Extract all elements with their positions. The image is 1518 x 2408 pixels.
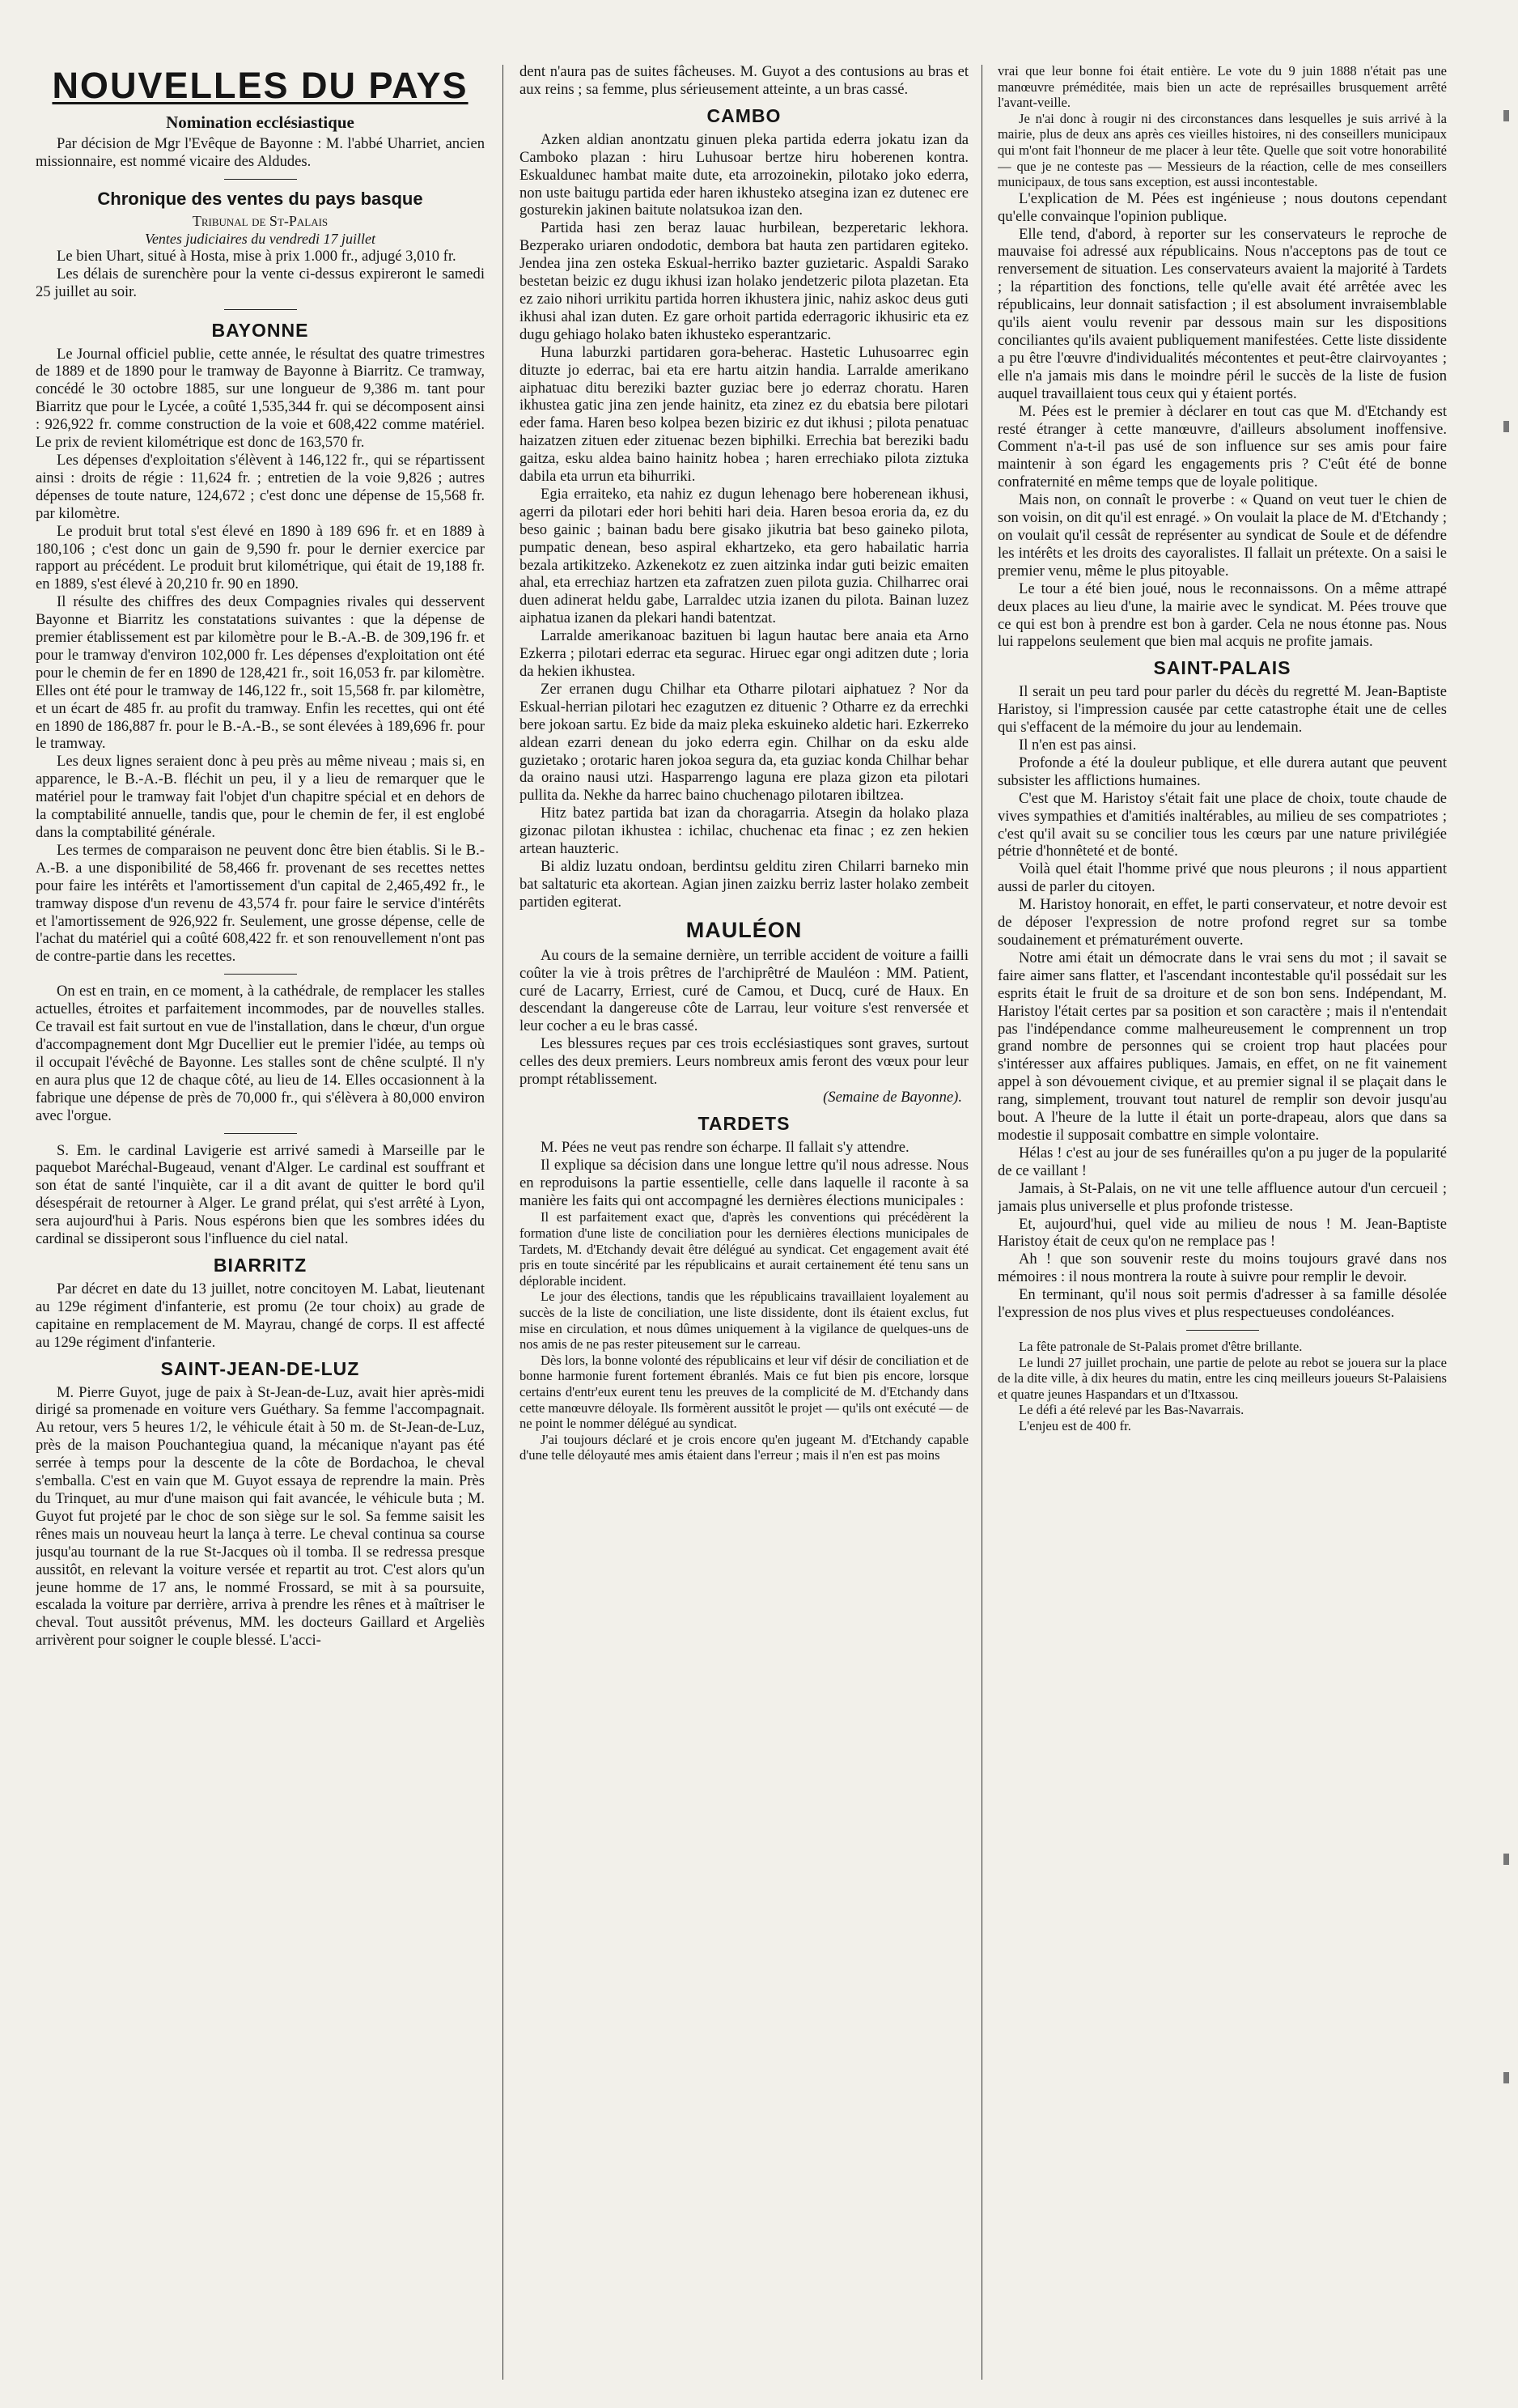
- margin-mark: [1503, 1854, 1509, 1865]
- article-paragraph: Le lundi 27 juillet prochain, une partie de pelote au rebot se jouera sur la place de la dite ville, à dix heures du matin, entre les cinq meilleurs joueurs St-Palaisiens et quatre jeunes Haspandars et un d'Itxassou.: [998, 1354, 1447, 1402]
- divider: [1186, 1330, 1259, 1331]
- heading-biarritz: BIARRITZ: [213, 1254, 307, 1276]
- article-paragraph: Il résulte des chiffres des deux Compagnies rivales qui desservent Bayonne et Biarritz les constatations suivantes : que la dépense de premier établissement est par kilomètre pour le B.-A.-B. de 309,196 fr. et pour le tramway d'environ 102,000 fr. Les dépenses d'exploitation ont été pour le chemin de fer en 1890 de 128,421 fr., soit 16,053 fr. par kilomètre. Elles ont été pour le tramway de 146,122 fr., soit 15,568 fr. par kilomètre, et un écart de 485 fr. au profit du tramway. Enfin les recettes, qui ont été en 1890 de 186,887 fr. pour le B.-A.-B., se sont élevées à 189,696 fr. pour le tramway.: [36, 593, 485, 753]
- article-paragraph: Partida hasi zen beraz lauac hurbilean, bezperetaric lekhora. Bezperako uriaren ondodotic, dembora bat hauta zen partidaren egiteko. Jendea jina zen osteka Eskual-herriko bazter guzietaric. Aspaldi Sarako bestetan beizic ez dugu ikhusi izan holako jendetzeric pilota plazetan. Eta ez zaio nihori urrikitu partida horren ikhustera jinic, nahiz askoc deus guti ikhusi ahal izan duten. Ez gare orhoit partida ederragoric ikhusiric eta ez dugu gehiago holako baten ikhusteko esperantzaric.: [519, 219, 969, 343]
- article-paragraph: Bi aldiz luzatu ondoan, berdintsu gelditu ziren Chilarri barneko min bat saltaturic eta akortean. Agian jinen zaizku berriz laster holako zembeit partiden egiterat.: [519, 857, 969, 911]
- column-1: [36, 63, 485, 2394]
- article-paragraph: Le bien Uhart, situé à Hosta, mise à prix 1.000 fr., adjugé 3,010 fr.: [57, 247, 456, 265]
- article-paragraph: On est en train, en ce moment, à la cathédrale, de remplacer les stalles actuelles, étroites et parfaitement incommodes, par de nouvelles stalles. Ce travail est fait surtout en vue de l'installation, dans le chœur, d'un orgue d'accompagnement dont Mgr Ducellier eut le premier l'idée, au temps où il occupait l'évêché de Bayonne. Les stalles sont de chêne sculpté. Il n'y en aura plus que 12 de chaque côté, au lieu de 14. Elles occasionnent à la fabrique une dépense de près de 70,000 fr., qui s'élèvera à 80,000 environ avec l'orgue.: [36, 983, 485, 1124]
- heading-mauleon: MAULÉON: [685, 917, 803, 942]
- article-paragraph: L'enjeu est de 400 fr.: [1019, 1417, 1131, 1433]
- article-paragraph: Ah ! que son souvenir reste du moins toujours gravé dans nos mémoires : il nous montrera la route à suivre pour remplir le devoir.: [998, 1251, 1447, 1286]
- article-paragraph: M. Pierre Guyot, juge de paix à St-Jean-de-Luz, avait hier après-midi dirigé sa promenade en voiture vers Guéthary. Sa femme l'accompagnait. Au retour, vers 5 heures 1/2, le véhicule était à 50 m. de St-Jean-de-Luz, près de la maison Pouchantegiua quand, la mécanique n'ayant pas été serrée à temps pour la descente de la côte de Bordachoa, le cheval s'emballa. C'est en vain que M. Guyot essaya de reprendre la main. Près du Trinquet, au mur d'une maison qui fait avancée, le véhicule buta ; M. Guyot fut projeté par le choc de son siège sur le sol. Sa femme saisit les rênes mais un nouveau heurt la lança à terre. Le cheval continua sa course jusqu'au tournant de la rue St-Jacques où il tomba. Il se redressa presque aussitôt, en relevant la voiture versée et repartit au trot. C'est alors qu'un jeune homme de 17 ans, le nommé Frossard, se mit à sa poursuite, escalada la voiture par derrière, arriva à prendre les rênes et à maîtriser le cheval. Tout aussitôt prévenus, MM. les docteurs Gaillard et Argeliès arrivèrent pour soigner le couple blessé. L'acci-: [36, 1383, 485, 1650]
- article-paragraph: Profonde a été la douleur publique, et elle durera autant que peuvent subsister les afflictions humaines.: [998, 754, 1447, 789]
- heading-tardets: TARDETS: [698, 1112, 791, 1134]
- article-paragraph: Le produit brut total s'est élevé en 1890 à 189 696 fr. et en 1889 à 180,106 ; c'est donc un gain de 9,590 fr. pour le dernier exercice par rapport au précédent. Le produit brut kilométrique, qui était de 19,188 fr. en 1889, s'est élevé à 20,210 fr. 90 en 1890.: [36, 522, 485, 593]
- article-paragraph: Au cours de la semaine dernière, un terrible accident de voiture a failli coûter la vie à trois prêtres de l'archiprêtré de Mauléon : MM. Patient, curé de Lacarry, Erriest, curé de Camou, et Ducq, curé de Haux. En descendant la dangereuse côte de Larrau, leur voiture s'est renversée et leur cocher a eu le bras cassé.: [519, 946, 969, 1035]
- heading-saint-jean-de-luz: SAINT-JEAN-DE-LUZ: [160, 1357, 360, 1379]
- article-paragraph: Les délais de surenchère pour la vente ci-dessus expireront le samedi 25 juillet au soir.: [36, 265, 485, 300]
- article-paragraph: M. Pées ne veut pas rendre son écharpe. Il fallait s'y attendre.: [541, 1138, 910, 1156]
- quoted-paragraph: J'ai toujours déclaré et je crois encore qu'en jugeant M. d'Etchandy capable d'une telle déloyauté mes amis étaient dans l'erreur ; mais il n'en est pas moins: [519, 1431, 969, 1463]
- tribunal-label: Tribunal de St-Palais: [192, 212, 329, 229]
- quoted-paragraph: Dès lors, la bonne volonté des républicains et leur vif désir de conciliation et de bonne harmonie furent fortement ébranlés. Mais ce fut bien pis encore, lorsque certains d'entr'eux eurent tenu les preuves de la complicité de M. d'Etchandy dans cette manœuvre déloyale. Ils formèrent aussitôt le projet — qu'ils ont exécuté — de ne point le nommer délégué au syndicat.: [519, 1352, 969, 1432]
- article-paragraph: M. Pées est le premier à déclarer en tout cas que M. d'Etchandy est resté étranger à cette manœuvre, d'ailleurs absolument inoffensive. Comment n'a-t-il pas usé de son influence sur ses amis pour faire maintenir à son égard les engagements pris ? C'eût été de bonne confraternité en même temps que de loyale politique.: [998, 402, 1447, 491]
- heading-bayonne: BAYONNE: [211, 319, 309, 341]
- article-paragraph: La fête patronale de St-Palais promet d'être brillante.: [1019, 1338, 1303, 1354]
- article-paragraph: Huna laburzki partidaren gora-beherac. Hastetic Luhusoarrec egin dituzte jo ederrac, bai eta ere hartu aitzin handia. Larralde amerikano aiphatuac ditu bereziki bazter guziac bere jo ederraz choratu. Haren ikhustea gatic jina zen jende hainitz, eta zinez ez du ebatsia bere pilotari eder fama. Haren beso kolpea bezen biziric ez dut ikhusi ; pilota penatuac haizatzen zituen eder zituenac bezen biphilki. Errechia bat bereziki badu gaitza, esku aldea baino hainitz hobea ; haren errechiako pilota ziztuka dabila eta urrun eta bihurriki.: [519, 343, 969, 486]
- column-2: [519, 63, 969, 2394]
- quoted-paragraph: Je n'ai donc à rougir ni des circonstances dans lesquelles je suis arrivé à la mairie, plus de deux ans après ces vieilles histoires, ni des conseillers municipaux qui m'ont fait l'honneur de me placer à leur tête. Quelle que soit votre honorabilité — que je ne conteste pas — Messieurs de la réaction, celle de mes conseillers municipaux, de tous sans exception, est aussi incontestable.: [998, 110, 1447, 190]
- article-paragraph: Et, aujourd'hui, quel vide au milieu de nous ! M. Jean-Baptiste Haristoy était de ceux qu'on ne remplace pas !: [998, 1215, 1447, 1251]
- article-paragraph: Les dépenses d'exploitation s'élèvent à 146,122 fr., qui se répartissent ainsi : droits de régie : 11,624 fr. ; entretien de la voie 9,826 ; autres dépenses de toute nature, 124,672 ; c'est donc une dépense de 15,568 fr. par kilomètre.: [36, 451, 485, 522]
- article-paragraph: Hélas ! c'est au jour de ses funérailles qu'on a pu juger de la popularité de ce vaillant !: [998, 1144, 1447, 1179]
- heading-chronique: Chronique des ventes du pays basque: [97, 188, 423, 209]
- heading-saint-palais: SAINT-PALAIS: [1153, 657, 1291, 679]
- article-paragraph: En terminant, qu'il nous soit permis d'adresser à sa famille désolée l'expression de nos plus vives et plus respectueuses condoléances.: [998, 1286, 1447, 1322]
- article-paragraph: Le tour a été bien joué, nous le reconnaissons. On a même attrapé deux places au lieu d'une, la mairie avec le syndicat. M. Pées trouve que ce qui est bon à prendre est bon à garder. Cela ne nous étonne pas. Nous lui rappelons seulement que bien mal acquis ne profite jamais.: [998, 580, 1447, 651]
- margin-mark: [1503, 110, 1509, 121]
- article-paragraph: Par décret en date du 13 juillet, notre concitoyen M. Labat, lieutenant au 129e régiment d'infanterie, est promu (2e tour choix) au grade de capitaine en remplacement de M. Mayrau, changé de corps. Il est affecté au 129e régiment d'infanterie.: [36, 1280, 485, 1351]
- article-paragraph: Egia erraiteko, eta nahiz ez dugun lehenago bere hoberenean ikhusi, agerri da pilotari eder hori behiti hari deia. Haren besoa eroria da, ez du beso gainic ; bainan badu bere gisako jikutria bat beso gaineko pilota, pumpatic denean, beso aspiral ekhartzeko, eta gero habailatic harria bezala artikitzeko. Azkenekotz ez zuen aitzinka indar guti beizic emaiten ahal, eta errechiaz hartzen eta zafratzen zuen pilota guzia. Chilharrec orai duen adinerat heldu gabe, Larraldec utzia izanen du pilota. Bainan luzez aiphatua izanen da plekari handi batentzat.: [519, 485, 969, 627]
- article-paragraph: L'explication de M. Pées est ingénieuse ; nous doutons cependant qu'elle convainque l'opinion publique.: [998, 189, 1447, 225]
- divider: [224, 309, 297, 310]
- divider: [224, 974, 297, 975]
- article-paragraph: Azken aldian anontzatu ginuen pleka partida ederra jokatu izan da Camboko plazan : hiru Luhusoar bertze hiru hoberenen kontra. Eskualdunec hambat maite dute, eta arrozoinekin, pilotako joko ederra, non uste baitugu partida eder haren ikhusteko atsegina izan ez dutenec ere gosturekin jakinen baitute nolatsukoa izan den.: [519, 130, 969, 219]
- heading-nomination: Nomination ecclésiastique: [166, 113, 354, 132]
- masthead-title: NOUVELLES DU PAYS: [52, 65, 469, 106]
- quoted-paragraph: vrai que leur bonne foi était entière. Le vote du 9 juin 1888 n'était pas une manœuvre préméditée, mais bien un acte de représailles brusquement arrêté l'avant-veille.: [998, 63, 1447, 111]
- article-paragraph: Les termes de comparaison ne peuvent donc être bien établis. Si le B.-A.-B. a une disponibilité de 58,466 fr. provenant de ses recettes nettes pour faire les intérêts et l'amortissement d'un capital de 2,465,492 fr., le tramway dispose d'un revenu de 43,574 fr. pour faire le service d'intérêts et l'amortissement de 926,922 fr. Seulement, une grosse dépense, celle de l'achat du matériel qui a coûté 608,422 fr. et son renouvellement n'ont pas de contre-partie dans les recettes.: [36, 841, 485, 966]
- article-paragraph: Le défi a été relevé par les Bas-Navarrais.: [1019, 1402, 1245, 1418]
- article-paragraph: C'est que M. Haristoy s'était fait une place de choix, toute chaude de vives sympathies et d'amitiés inaltérables, au milieu de ses compatriotes ; c'est qu'il avait su se concilier tous les cœurs par une nature privilégiée pétrie d'honnêteté et de bonté.: [998, 789, 1447, 860]
- article-paragraph: Les blessures reçues par ces trois ecclésiastiques sont graves, surtout celles des deux premiers. Leurs nombreux amis feront des vœux pour leur prompt rétablissement.: [519, 1035, 969, 1089]
- article-paragraph: S. Em. le cardinal Lavigerie est arrivé samedi à Marseille par le paquebot Maréchal-Bugeaud, venant d'Alger. Le cardinal est souffrant et son état de santé l'inquiète, car il a dit avant de quitter le bord qu'il désespérait de retourner à Alger. Le grand prélat, qui s'est arrêté à Lyon, sera aujourd'hui à Paris. Nous espérons bien que les sombres idées du cardinal se dissiperont sous l'influence du ciel natal.: [36, 1141, 485, 1248]
- quoted-paragraph: Le jour des élections, tandis que les républicains travaillaient loyalement au succès de la liste de conciliation, une liste dissidente, dont ils étaient exclus, fut mise en circulation, et nous dûmes uniquement à la vigilance de quelques-uns de nos amis de ne pas rester piteusement sur le carreau.: [519, 1289, 969, 1353]
- divider: [224, 179, 297, 180]
- article-paragraph: Larralde amerikanoac bazituen bi lagun hautac bere anaia eta Arno Ezkerra ; pilotari ederrac eta segurac. Hiruec egar ongi aditzen dute ; loria da hekien ikhustea.: [519, 627, 969, 680]
- article-paragraph: Zer erranen dugu Chilhar eta Otharre pilotari aiphatuez ? Nor da Eskual-herrian pilotari hec ezagutzen ez dituenic ? Otharre ez da errechki bere jokoan sartu. Ez bide da maiz pleka eskuineko aldetic hari. Ezkerreko aldean ezarri denean du joko ederra egin. Chilhar on da esku alde guzietako ; orotaric haren jokoa segura da, eta guziac konda Chilhar behar da oraino nausi utzi. Hasparrengo laguna ere plaza gizon eta pilotari pullita da. Nekhe da harrec baino chuchenago pilotaren ibiltzea.: [519, 680, 969, 805]
- ventes-date: Ventes judiciaires du vendredi 17 juillet: [144, 230, 376, 247]
- article-paragraph: Mais non, on connaît le proverbe : « Quand on veut tuer le chien de son voisin, on dit qu'il est enragé. » On voulait la place de M. d'Etchandy ; on voulait qu'il cessât de représenter au syndicat de Soule et de défendre les intérêts et les droits des cayoralistes. Il fallait un prétexte. On a saisi le premier venu, même le plus pitoyable.: [998, 491, 1447, 580]
- article-paragraph: dent n'aura pas de suites fâcheuses. M. Guyot a des contusions au bras et aux reins ; sa femme, plus sérieusement atteinte, a un bras cassé.: [519, 63, 969, 98]
- quoted-paragraph: Il est parfaitement exact que, d'après les conventions qui précédèrent la formation d'une liste de conciliation pour les dernières élections municipales de Tardets, M. d'Etchandy devait être délégué au syndicat. Cet engagement avait été pris en toute sincérité par les républicains et aurait certainement été tenu sans un déplorable incident.: [519, 1209, 969, 1289]
- article-paragraph: Notre ami était un démocrate dans le vrai sens du mot ; il savait se faire aimer sans flatter, et l'ascendant incontestable qu'il possédait sur les esprits était le fruit de sa droiture et de son bon sens. Indépendant, M. Haristoy l'était certes par sa position et son caractère ; mais il n'entendait pas l'indépendance comme malheureusement le comprennent un trop grand nombre de personnes qui se croient trop haut placées pour s'intéresser aux affaires publiques. Jamais, en effet, on ne fit vainement appel à son dévouement civique, et au premier signal il se plaçait dans le rang, simplement, trouvant tout naturel de remplir son devoir jusqu'au bout. A l'heure de la lutte il était un porte-drapeau, alors que dans sa modestie il supposait combattre en simple volontaire.: [998, 949, 1447, 1144]
- article-paragraph: Il serait un peu tard pour parler du décès du regretté M. Jean-Baptiste Haristoy, si l'impression causée par cette catastrophe était une de celles qui s'effacent de la mémoire du jour au lendemain.: [998, 683, 1447, 737]
- article-paragraph: Il explique sa décision dans une longue lettre qu'il nous adresse. Nous en reproduisons la partie essentielle, celle dans laquelle il raconte à sa manière les faits qui ont accompagné les dernières élections municipales :: [519, 1156, 969, 1209]
- heading-cambo: CAMBO: [706, 104, 782, 126]
- article-paragraph: Elle tend, d'abord, à reporter sur les conservateurs le reproche de mauvaise foi adressé aux républicains. Nous n'acceptons pas de tout ce renversement de situation. Les conservateurs avaient la majorité à Tardets ; la répartition des fonctions, telle qu'elle avait été arrêtée avec les républicains, leur donnait satisfaction ; il est absolument invraisemblable qu'ils aient voulu revenir par dessous main sur les dispositions conciliantes qu'ils avaient publiquement manifestées. Cette liste dissidente a pu être l'œuvre d'individualités mécontentes et peut-être clairvoyantes ; elle n'a jamais mis dans le moindre péril le succès de la liste de fusion auquel travaillaient tous ceux qui y étaient portés.: [998, 225, 1447, 402]
- source-signature: (Semaine de Bayonne).: [823, 1088, 962, 1106]
- article-paragraph: Par décision de Mgr l'Evêque de Bayonne : M. l'abbé Uharriet, ancien missionnaire, est nommé vicaire des Aldudes.: [36, 135, 485, 170]
- column-3: [998, 63, 1447, 2394]
- margin-mark: [1503, 2072, 1509, 2083]
- article-paragraph: Jamais, à St-Palais, on ne vit une telle affluence autour d'un cercueil ; jamais plus universelle et plus profonde tristesse.: [998, 1179, 1447, 1215]
- article-paragraph: Il n'en est pas ainsi.: [1019, 737, 1137, 754]
- article-paragraph: Hitz batez partida bat izan da choragarria. Atsegin da holako plaza gizonac pilotan ikhustea : ichilac, chuchenac eta finac ; ez zen hekien artean hauzteric.: [519, 805, 969, 858]
- article-paragraph: Les deux lignes seraient donc à peu près au même niveau ; mais si, en apparence, le B.-A.-B. fléchit un peu, il y a lieu de remarquer que le matériel pour le tramway fait l'objet d'un chapitre spécial et en dehors de la comptabilité annuelle, tandis que, pour le chemin de fer, il est englobé dans la comptabilité générale.: [36, 753, 485, 841]
- margin-mark: [1503, 421, 1509, 432]
- article-paragraph: M. Haristoy honorait, en effet, le parti conservateur, et notre devoir est de déposer l'expression de notre profond regret sur sa tombe soudainement et prématurément ouverte.: [998, 896, 1447, 949]
- article-paragraph: Voilà quel était l'homme privé que nous pleurons ; il nous appartient aussi de parler du citoyen.: [998, 860, 1447, 896]
- column-rule: [502, 65, 503, 2380]
- divider: [224, 1133, 297, 1134]
- article-paragraph: Le Journal officiel publie, cette année, le résultat des quatre trimestres de 1889 et de 1890 pour le tramway de Bayonne à Biarritz. Ce tramway, concédé le 30 octobre 1885, sur une longueur de 9,386 m. tant pour Biarritz que pour le Lycée, a coûté 1,535,344 fr. qui se décomposent ainsi : 926,922 fr. comme construction de la voie et 608,422 comme matériel. Le prix de revient kilométrique est donc de 163,570 fr.: [36, 345, 485, 452]
